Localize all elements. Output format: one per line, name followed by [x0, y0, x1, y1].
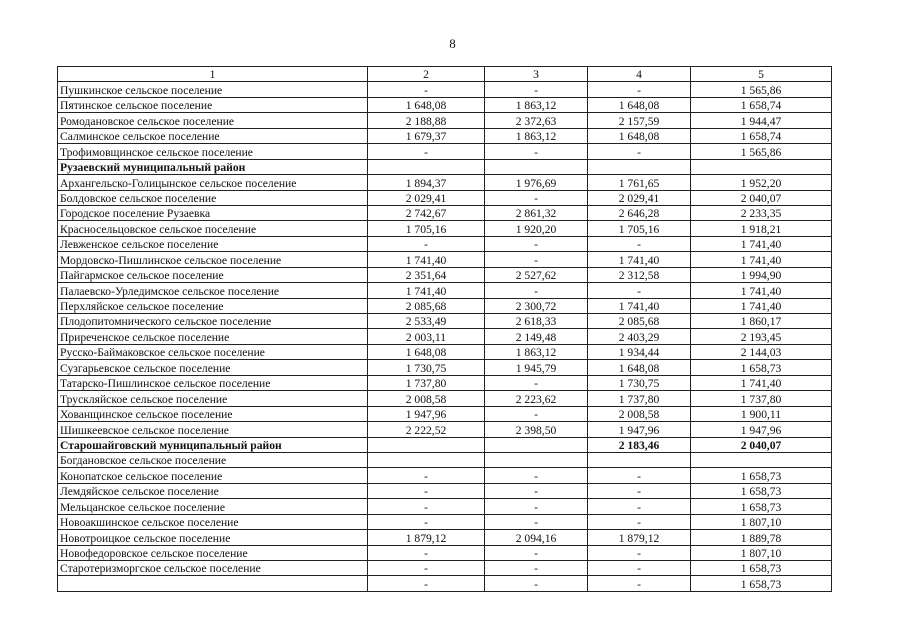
value-cell-col3: 2 223,62 [485, 391, 588, 406]
table-body [58, 67, 832, 592]
value-cell-col2: 2 029,41 [368, 190, 485, 205]
settlement-name-cell: Татарско-Пишлинское сельское поселение [58, 375, 368, 390]
value-cell-col2: 1 741,40 [368, 252, 485, 267]
value-cell-col5: 1 658,73 [691, 468, 832, 483]
value-cell-col3: - [485, 190, 588, 205]
table-row [58, 113, 832, 128]
settlement-name-cell: Сузгарьевское сельское поселение [58, 360, 368, 375]
value-cell-col4: - [588, 561, 691, 576]
settlement-name-cell: Лемдяйское сельское поселение [58, 483, 368, 498]
settlement-name-cell: Болдовское сельское поселение [58, 190, 368, 205]
value-cell-col3 [485, 452, 588, 467]
value-cell-col4: 1 648,08 [588, 97, 691, 112]
settlement-name-cell: Хованщинское сельское поселение [58, 406, 368, 421]
value-cell-col3: - [485, 375, 588, 390]
value-cell-col3: 1 945,79 [485, 360, 588, 375]
table-row [58, 344, 832, 359]
value-cell-col5: 2 233,35 [691, 205, 832, 220]
settlement-name-cell: Трускляйское сельское поселение [58, 391, 368, 406]
value-cell-col5: 2 144,03 [691, 344, 832, 359]
value-cell-col5: 2 040,07 [691, 190, 832, 205]
value-cell-col5: 2 040,07 [691, 437, 832, 452]
settlement-name-cell: Конопатское сельское поселение [58, 468, 368, 483]
value-cell-col3: 2 149,48 [485, 329, 588, 344]
column-header-3: 3 [485, 67, 588, 82]
value-cell-col2: 1 894,37 [368, 175, 485, 190]
value-cell-col2 [368, 437, 485, 452]
value-cell-col3: 2 398,50 [485, 422, 588, 437]
value-cell-col3: - [485, 468, 588, 483]
page-number: 8 [449, 36, 456, 51]
value-cell-col5: 1 658,73 [691, 499, 832, 514]
value-cell-col2: 2 008,58 [368, 391, 485, 406]
value-cell-col4: 1 737,80 [588, 391, 691, 406]
value-cell-col4: - [588, 144, 691, 159]
value-cell-col5: 1 952,20 [691, 175, 832, 190]
table-row [58, 175, 832, 190]
table-header-row [58, 67, 832, 82]
value-cell-col4: 1 648,08 [588, 128, 691, 143]
value-cell-col2: - [368, 561, 485, 576]
value-cell-col2: - [368, 545, 485, 560]
value-cell-col3: 2 527,62 [485, 267, 588, 282]
value-cell-col3: - [485, 545, 588, 560]
table-row [58, 82, 832, 97]
table-row [58, 360, 832, 375]
value-cell-col5: 1 889,78 [691, 530, 832, 545]
settlement-name-cell: Приреченское сельское поселение [58, 329, 368, 344]
settlement-name-cell: Пайгармское сельское поселение [58, 267, 368, 282]
value-cell-col2: - [368, 514, 485, 529]
value-cell-col2 [368, 159, 485, 174]
value-cell-col5: 1 658,74 [691, 128, 832, 143]
settlement-name-cell: Богдановское сельское поселение [58, 452, 368, 467]
table-row [58, 483, 832, 498]
value-cell-col4: - [588, 82, 691, 97]
value-cell-col4: 2 157,59 [588, 113, 691, 128]
value-cell-col4: 2 646,28 [588, 205, 691, 220]
value-cell-col2: 2 351,64 [368, 267, 485, 282]
value-cell-col3: - [485, 561, 588, 576]
value-cell-col3: - [485, 283, 588, 298]
table-row [58, 452, 832, 467]
value-cell-col2: 2 742,67 [368, 205, 485, 220]
value-cell-col2: 1 648,08 [368, 97, 485, 112]
value-cell-col4: 2 008,58 [588, 406, 691, 421]
settlement-name-cell: Архангельско-Голицынское сельское поселение [58, 175, 368, 190]
value-cell-col3: 2 618,33 [485, 314, 588, 329]
value-cell-col5: 1 658,73 [691, 360, 832, 375]
table-row [58, 205, 832, 220]
value-cell-col5: 1 741,40 [691, 236, 832, 251]
value-cell-col3: 1 863,12 [485, 128, 588, 143]
value-cell-col2: 2 222,52 [368, 422, 485, 437]
value-cell-col2: - [368, 236, 485, 251]
table-row [58, 499, 832, 514]
settlement-name-cell: Городское поселение Рузаевка [58, 205, 368, 220]
settlement-name-cell: Плодопитомнического сельское поселение [58, 314, 368, 329]
value-cell-col4: 1 648,08 [588, 360, 691, 375]
value-cell-col2: - [368, 499, 485, 514]
value-cell-col2: - [368, 82, 485, 97]
value-cell-col3: 1 976,69 [485, 175, 588, 190]
table-row [58, 314, 832, 329]
settlement-name-cell: Трофимовщинское сельское поселение [58, 144, 368, 159]
value-cell-col3: - [485, 576, 588, 591]
settlement-name-cell: Перхляйское сельское поселение [58, 298, 368, 313]
value-cell-col3: - [485, 514, 588, 529]
value-cell-col4: 1 730,75 [588, 375, 691, 390]
settlement-name-cell: Рузаевский муниципальный район [58, 159, 368, 174]
value-cell-col5: 1 658,73 [691, 483, 832, 498]
tariff-table [57, 66, 832, 592]
value-cell-col4: 2 183,46 [588, 437, 691, 452]
table-row [58, 391, 832, 406]
value-cell-col5: 1 900,11 [691, 406, 832, 421]
settlement-name-cell: Шишкеевское сельское поселение [58, 422, 368, 437]
value-cell-col5: 1 658,74 [691, 97, 832, 112]
value-cell-col3: - [485, 252, 588, 267]
table-row [58, 576, 832, 591]
settlement-name-cell: Ромодановское сельское поселение [58, 113, 368, 128]
value-cell-col2: 1 730,75 [368, 360, 485, 375]
table-row [58, 561, 832, 576]
table-row [58, 252, 832, 267]
value-cell-col2: - [368, 468, 485, 483]
value-cell-col2: 2 533,49 [368, 314, 485, 329]
settlement-name-cell: Мордовско-Пишлинское сельское поселение [58, 252, 368, 267]
value-cell-col2: 1 737,80 [368, 375, 485, 390]
value-cell-col2: 2 188,88 [368, 113, 485, 128]
value-cell-col5: 1 565,86 [691, 82, 832, 97]
value-cell-col3: - [485, 499, 588, 514]
value-cell-col2: 2 085,68 [368, 298, 485, 313]
settlement-name-cell: Палаевско-Урледимское сельское поселение [58, 283, 368, 298]
value-cell-col3 [485, 159, 588, 174]
settlement-name-cell: Левженское сельское поселение [58, 236, 368, 251]
value-cell-col3: - [485, 236, 588, 251]
table-row [58, 514, 832, 529]
table-row [58, 329, 832, 344]
value-cell-col5: 1 658,73 [691, 576, 832, 591]
value-cell-col4: - [588, 499, 691, 514]
value-cell-col3: 2 861,32 [485, 205, 588, 220]
value-cell-col5: 1 994,90 [691, 267, 832, 282]
value-cell-col3: 1 863,12 [485, 344, 588, 359]
settlement-name-cell: Мельцанское сельское поселение [58, 499, 368, 514]
value-cell-col4: 2 403,29 [588, 329, 691, 344]
value-cell-col4: 1 741,40 [588, 252, 691, 267]
value-cell-col2: - [368, 576, 485, 591]
value-cell-col5: 1 565,86 [691, 144, 832, 159]
value-cell-col4: 1 934,44 [588, 344, 691, 359]
value-cell-col5: 1 860,17 [691, 314, 832, 329]
value-cell-col5: 1 741,40 [691, 298, 832, 313]
settlement-name-cell: Пятинское сельское поселение [58, 97, 368, 112]
table-row [58, 406, 832, 421]
value-cell-col4: - [588, 468, 691, 483]
value-cell-col2 [368, 452, 485, 467]
settlement-name-cell: Старошайговский муниципальный район [58, 437, 368, 452]
settlement-name-cell: Красносельцовское сельское поселение [58, 221, 368, 236]
value-cell-col2: 1 947,96 [368, 406, 485, 421]
value-cell-col3: 1 863,12 [485, 97, 588, 112]
value-cell-col5: 1 737,80 [691, 391, 832, 406]
value-cell-col5 [691, 452, 832, 467]
value-cell-col3: - [485, 82, 588, 97]
settlement-name-cell: Салминское сельское поселение [58, 128, 368, 143]
table-row [58, 375, 832, 390]
value-cell-col5: 1 918,21 [691, 221, 832, 236]
value-cell-col2: 2 003,11 [368, 329, 485, 344]
value-cell-col3: - [485, 483, 588, 498]
value-cell-col2: 1 679,37 [368, 128, 485, 143]
value-cell-col3: 1 920,20 [485, 221, 588, 236]
value-cell-col5 [691, 159, 832, 174]
value-cell-col3 [485, 437, 588, 452]
value-cell-col4: - [588, 576, 691, 591]
table-row [58, 545, 832, 560]
value-cell-col4: 1 879,12 [588, 530, 691, 545]
value-cell-col2: - [368, 144, 485, 159]
value-cell-col3: - [485, 144, 588, 159]
value-cell-col5: 1 741,40 [691, 283, 832, 298]
value-cell-col5: 1 741,40 [691, 252, 832, 267]
value-cell-col4: 2 085,68 [588, 314, 691, 329]
value-cell-col4: 1 761,65 [588, 175, 691, 190]
column-header-2: 2 [368, 67, 485, 82]
table-row [58, 97, 832, 112]
value-cell-col4: 2 029,41 [588, 190, 691, 205]
value-cell-col2: 1 648,08 [368, 344, 485, 359]
value-cell-col5: 1 947,96 [691, 422, 832, 437]
value-cell-col2: 1 879,12 [368, 530, 485, 545]
table-row [58, 236, 832, 251]
column-header-1: 1 [58, 67, 368, 82]
district-header-row [58, 159, 832, 174]
table-row [58, 267, 832, 282]
value-cell-col2: 1 705,16 [368, 221, 485, 236]
table-row [58, 530, 832, 545]
value-cell-col4 [588, 159, 691, 174]
settlement-name-cell: Новоакшинское сельское поселение [58, 514, 368, 529]
value-cell-col4 [588, 452, 691, 467]
column-header-4: 4 [588, 67, 691, 82]
value-cell-col4: - [588, 545, 691, 560]
value-cell-col4: 2 312,58 [588, 267, 691, 282]
value-cell-col2: - [368, 483, 485, 498]
table-row [58, 283, 832, 298]
table-row [58, 298, 832, 313]
value-cell-col3: - [485, 406, 588, 421]
table-row [58, 468, 832, 483]
table-row [58, 221, 832, 236]
table-row [58, 190, 832, 205]
value-cell-col4: 1 741,40 [588, 298, 691, 313]
value-cell-col5: 1 807,10 [691, 545, 832, 560]
value-cell-col4: 1 705,16 [588, 221, 691, 236]
district-header-row [58, 437, 832, 452]
value-cell-col3: 2 372,63 [485, 113, 588, 128]
settlement-name-cell [58, 576, 368, 591]
value-cell-col5: 1 807,10 [691, 514, 832, 529]
value-cell-col5: 1 944,47 [691, 113, 832, 128]
value-cell-col2: 1 741,40 [368, 283, 485, 298]
value-cell-col4: - [588, 514, 691, 529]
table-row [58, 144, 832, 159]
table-row [58, 128, 832, 143]
value-cell-col4: 1 947,96 [588, 422, 691, 437]
table-row [58, 422, 832, 437]
value-cell-col3: 2 300,72 [485, 298, 588, 313]
value-cell-col4: - [588, 483, 691, 498]
value-cell-col5: 2 193,45 [691, 329, 832, 344]
settlement-name-cell: Русско-Баймаковское сельское поселение [58, 344, 368, 359]
settlement-name-cell: Новотроицкое сельское поселение [58, 530, 368, 545]
value-cell-col5: 1 741,40 [691, 375, 832, 390]
value-cell-col5: 1 658,73 [691, 561, 832, 576]
value-cell-col4: - [588, 236, 691, 251]
settlement-name-cell: Старотеризморгское сельское поселение [58, 561, 368, 576]
value-cell-col3: 2 094,16 [485, 530, 588, 545]
column-header-5: 5 [691, 67, 832, 82]
settlement-name-cell: Новофедоровское сельское поселение [58, 545, 368, 560]
value-cell-col4: - [588, 283, 691, 298]
settlement-name-cell: Пушкинское сельское поселение [58, 82, 368, 97]
